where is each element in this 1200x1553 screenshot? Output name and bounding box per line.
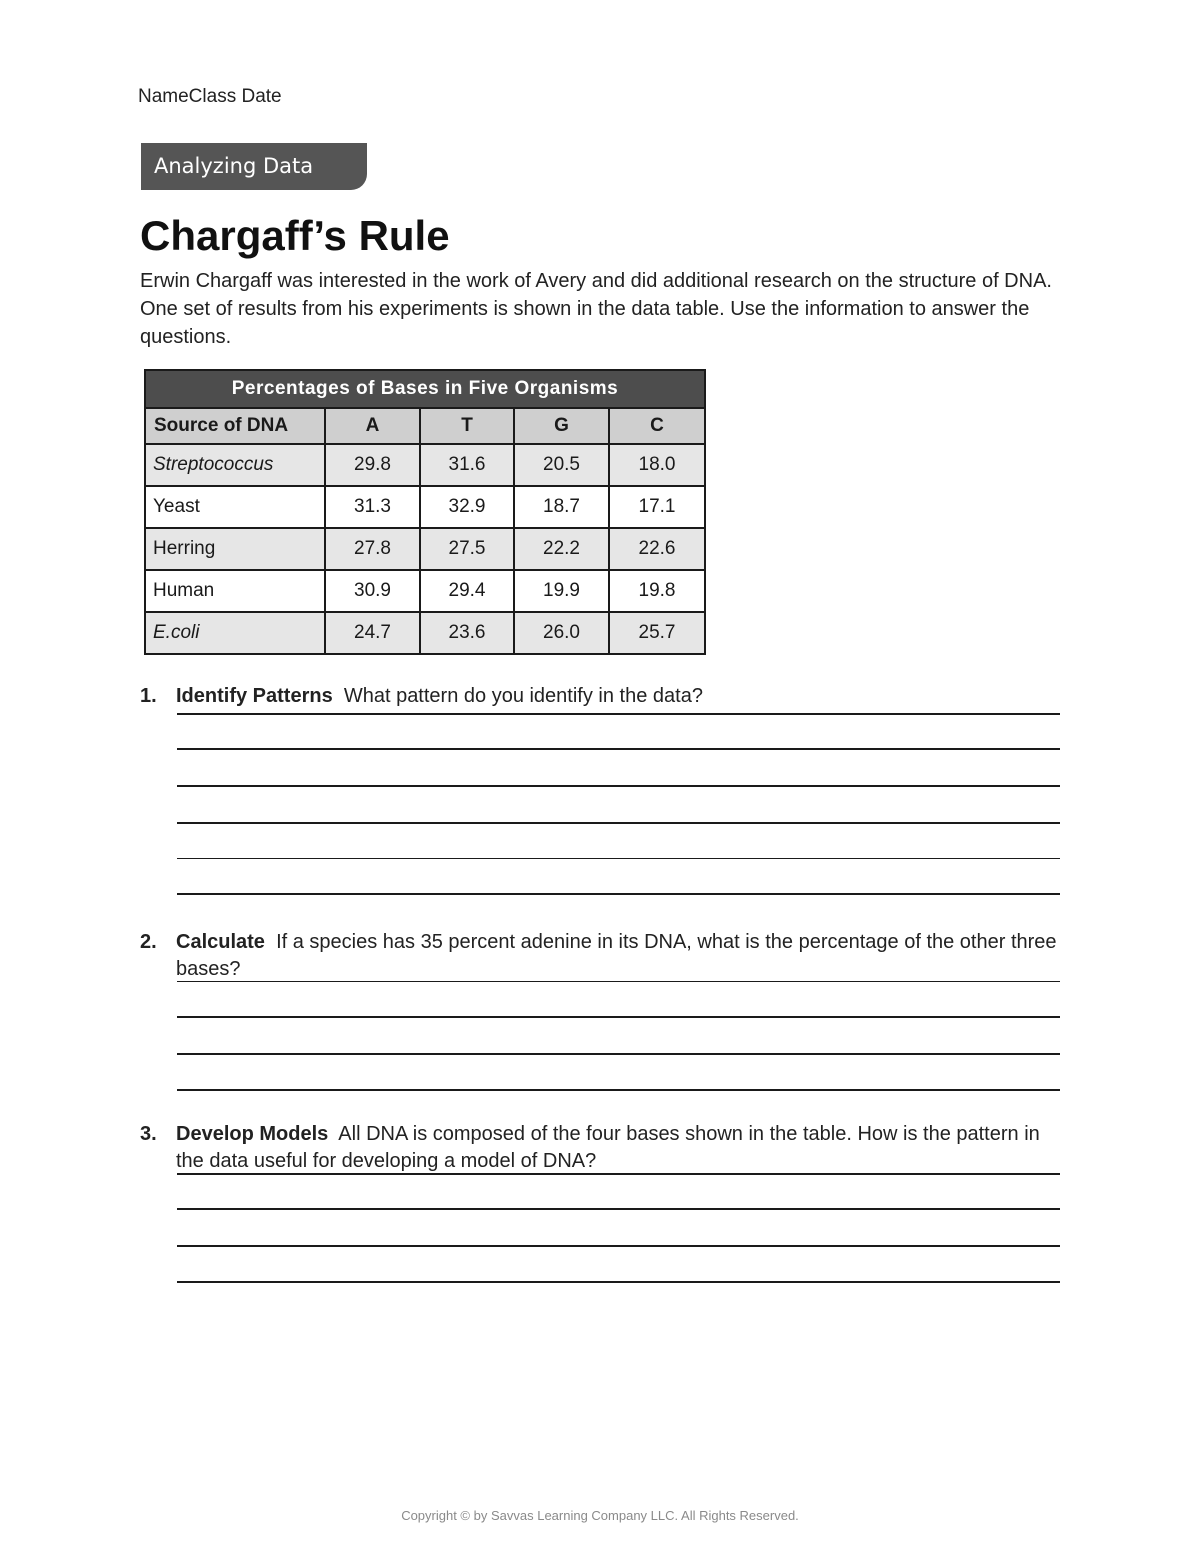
cell-c: 22.6 <box>609 528 705 570</box>
cell-t: 27.5 <box>420 528 514 570</box>
cell-t: 23.6 <box>420 612 514 654</box>
cell-a: 31.3 <box>325 486 420 528</box>
row-source: E.coli <box>145 612 325 654</box>
table-caption: Percentages of Bases in Five Organisms <box>145 370 705 408</box>
answer-line[interactable] <box>177 1281 1060 1283</box>
bases-data-table <box>144 369 706 655</box>
answer-line[interactable] <box>177 1053 1060 1055</box>
cell-a: 30.9 <box>325 570 420 612</box>
cell-a: 29.8 <box>325 444 420 486</box>
question-label: Develop Models <box>176 1123 329 1145</box>
table-row <box>145 486 705 528</box>
copyright-footer: Copyright © by Savvas Learning Company LLC. All Rights Reserved. <box>401 1508 799 1523</box>
cell-c: 19.8 <box>609 570 705 612</box>
analyzing-data-banner: Analyzing Data <box>141 143 367 190</box>
answer-line[interactable] <box>177 858 1060 859</box>
cell-c: 17.1 <box>609 486 705 528</box>
cell-a: 24.7 <box>325 612 420 654</box>
column-header-g: G <box>514 408 609 444</box>
answer-line[interactable] <box>177 713 1060 715</box>
row-source: Herring <box>145 528 325 570</box>
answer-line[interactable] <box>177 893 1060 895</box>
row-source: Human <box>145 570 325 612</box>
cell-g: 22.2 <box>514 528 609 570</box>
table-header-row <box>145 408 705 444</box>
row-source: Yeast <box>145 486 325 528</box>
cell-c: 25.7 <box>609 612 705 654</box>
answer-line[interactable] <box>177 822 1060 824</box>
question-number: 1. <box>140 685 157 707</box>
cell-g: 26.0 <box>514 612 609 654</box>
question-number: 3. <box>140 1123 157 1145</box>
answer-line[interactable] <box>177 1173 1060 1175</box>
question-text: If a species has 35 percent adenine in its DNA, what is the percentage of the other three bases? <box>176 931 1057 980</box>
question-text: All DNA is composed of the four bases shown in the table. How is the pattern in the data useful for developing a model of DNA? <box>176 1123 1040 1172</box>
column-header-t: T <box>420 408 514 444</box>
cell-t: 29.4 <box>420 570 514 612</box>
table-row <box>145 570 705 612</box>
answer-line[interactable] <box>177 1016 1060 1018</box>
answer-line[interactable] <box>177 1208 1060 1210</box>
question-label: Identify Patterns <box>176 685 333 707</box>
answer-line[interactable] <box>177 785 1060 787</box>
table-row <box>145 528 705 570</box>
question-label: Calculate <box>176 931 265 953</box>
answer-line[interactable] <box>177 748 1060 750</box>
column-header-a: A <box>325 408 420 444</box>
intro-paragraph: Erwin Chargaff was interested in the work of Avery and did additional research on the structure of DNA. One set of results from his experiments is shown in the data table. Use the information to answer the questions. <box>140 270 1052 348</box>
answer-line[interactable] <box>177 981 1060 982</box>
column-header-source: Source of DNA <box>145 408 325 444</box>
cell-g: 20.5 <box>514 444 609 486</box>
cell-a: 27.8 <box>325 528 420 570</box>
cell-g: 19.9 <box>514 570 609 612</box>
row-source: Streptococcus <box>145 444 325 486</box>
cell-g: 18.7 <box>514 486 609 528</box>
page-title: Chargaff’s Rule <box>140 212 450 259</box>
cell-t: 32.9 <box>420 486 514 528</box>
column-header-c: C <box>609 408 705 444</box>
answer-line[interactable] <box>177 1245 1060 1247</box>
table-row <box>145 444 705 486</box>
cell-t: 31.6 <box>420 444 514 486</box>
name-class-date-header: NameClass Date <box>138 86 282 107</box>
question-text: What pattern do you identify in the data? <box>343 685 703 707</box>
answer-line[interactable] <box>177 1089 1060 1091</box>
cell-c: 18.0 <box>609 444 705 486</box>
table-row <box>145 612 705 654</box>
question-number: 2. <box>140 931 157 953</box>
